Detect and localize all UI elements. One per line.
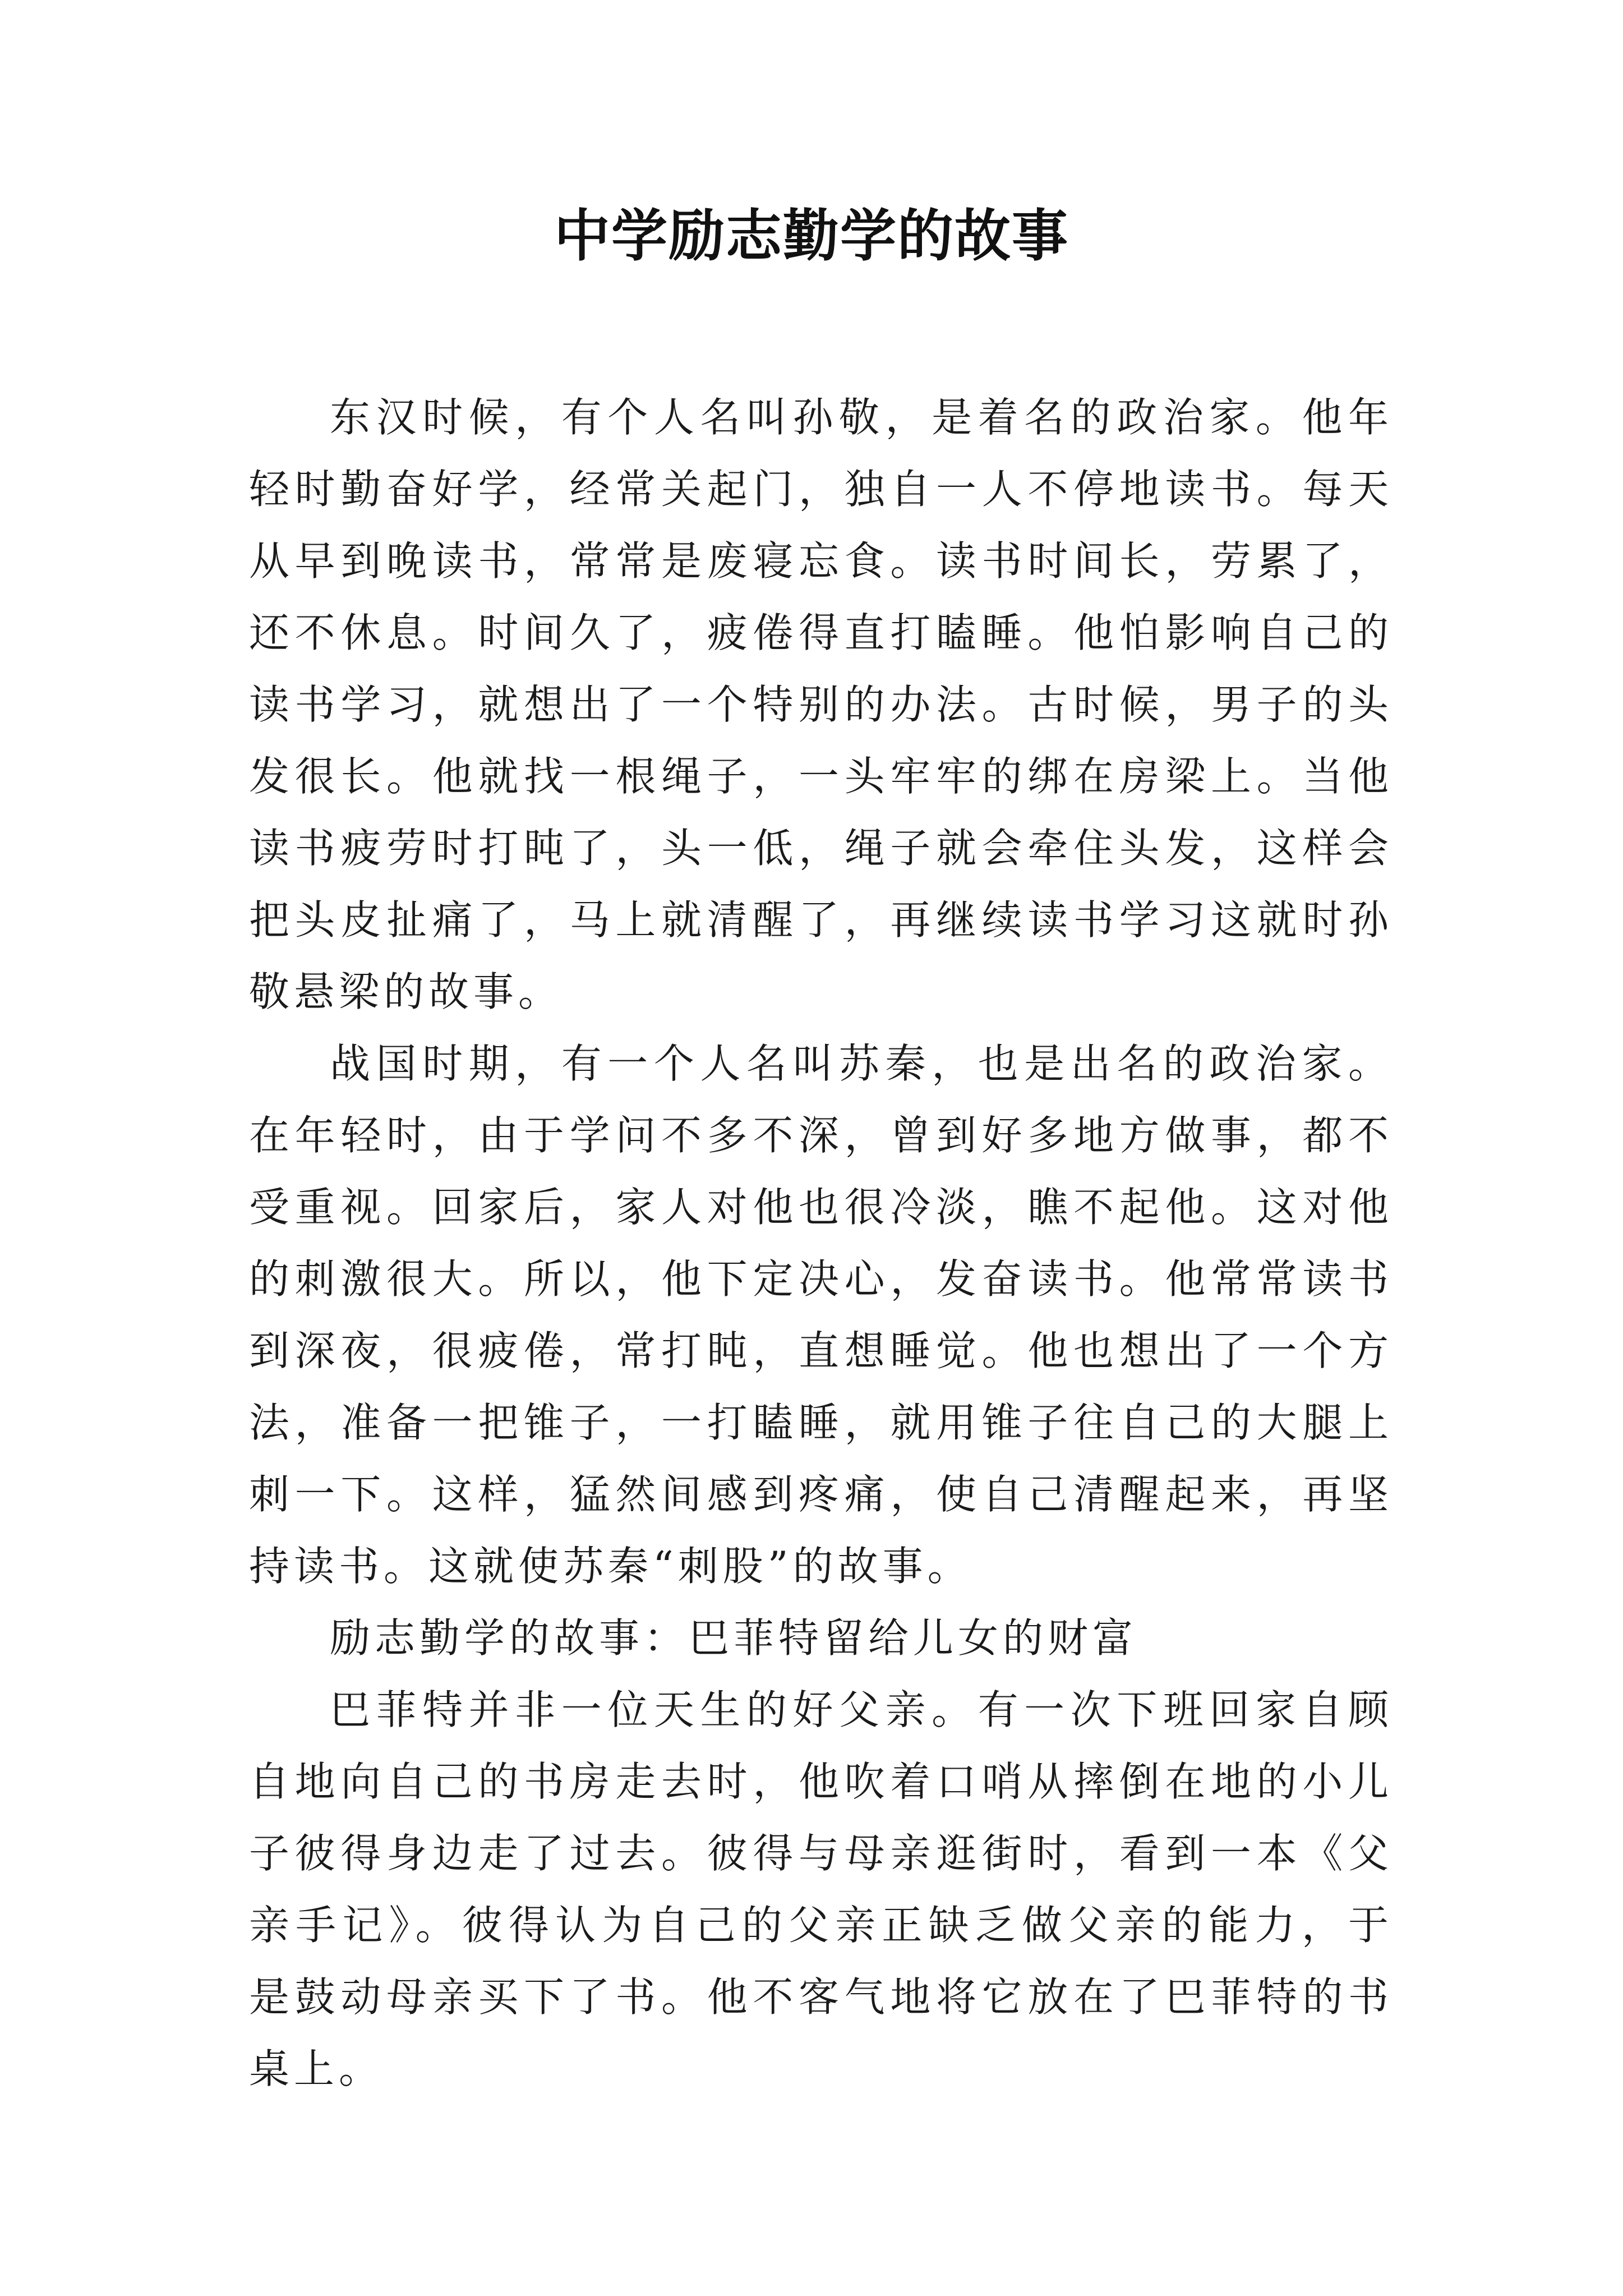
paragraph-buffett: 巴菲特并非一位天生的好父亲。有一次下班回家自顾自地向自己的书房走去时，他吹着口哨从摔倒在地的小儿子彼得身边走了过去。彼得与母亲逛街时，看到一本《父亲手记》。彼得认为自己的父亲正缺乏做父亲的能力，于是鼓动母亲买下了书。他不客气地将它放在了巴菲特的书桌上。 [249, 1686, 1393, 2092]
paragraph-su-qin: 战国时期，有一个人名叫苏秦，也是出名的政治家。在年轻时，由于学问不多不深，曾到好多地方做事，都不受重视。回家后，家人对他也很冷淡，瞧不起他。这对他的刺激很大。所以，他下定决心，发奋读书。他常常读书到深夜，很疲倦，常打盹，直想睡觉。他也想出了一个方法，准备一把锥子，一打瞌睡，就用锥子往自己的大腿上刺一下。这样，猛然间感到疼痛，使自己清醒起来，再坚持读书。这就使苏秦“刺股”的故事。 [249, 1040, 1393, 1590]
paragraph-sun-jing: 东汉时候，有个人名叫孙敬，是着名的政治家。他年轻时勤奋好学，经常关起门，独自一人不停地读书。每天从早到晚读书，常常是废寝忘食。读书时间长，劳累了，还不休息。时间久了，疲倦得直打瞌睡。他怕影响自己的读书学习，就想出了一个特别的办法。古时候，男子的头发很长。他就找一根绳子，一头牢牢的绑在房梁上。当他读书疲劳时打盹了，头一低，绳子就会牵住头发，这样会把头皮扯痛了，马上就清醒了，再继续读书学习这就时孙敬悬梁的故事。 [249, 394, 1393, 1015]
document-body [249, 381, 1393, 2105]
document-title: 中学励志勤学的故事 [554, 203, 1069, 269]
section-heading-buffett: 励志勤学的故事：巴菲特留给儿女的财富 [330, 1614, 1138, 1662]
